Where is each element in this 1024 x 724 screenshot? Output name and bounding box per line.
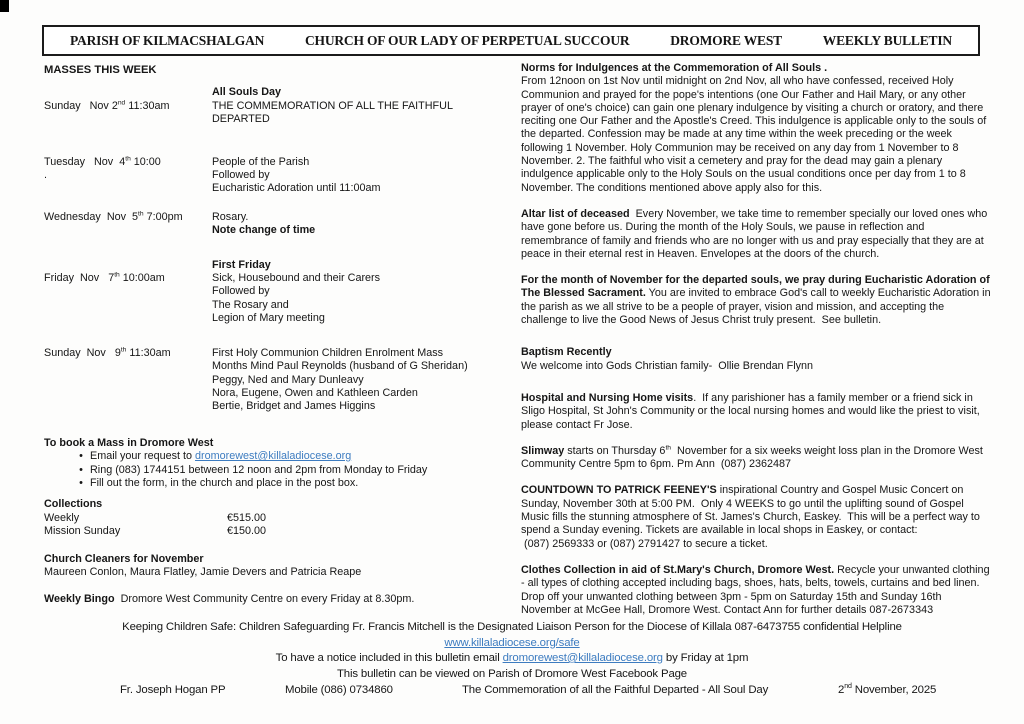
safeguarding-text: Keeping Children Safe: Children Safeguarding Fr. Francis Mitchell is the Designated Liaison Person for the Diocese of Killala 087-6473755 confidential Helpline	[122, 621, 902, 633]
masthead-item: CHURCH OF OUR LADY OF PERPETUAL SUCCOUR	[304, 32, 630, 48]
mass-description: First Holy Communion Children Enrolment Mass Months Mind Paul Reynolds (husband of G Sheridan) Peggy, Ned and Mary Dunleavy Nora, Eugene, Owen and Kathleen Carden Bertie, Bridget and James Higgins	[212, 346, 468, 413]
mass-schedule	[44, 86, 506, 413]
masthead-item: DROMORE WEST	[670, 32, 782, 48]
safeguarding-link[interactable]: www.killaladiocese.org/safe	[444, 636, 580, 649]
footer-bottom-row	[0, 683, 1024, 699]
bullet-icon: •	[79, 476, 83, 489]
footer	[0, 620, 1024, 699]
mass-datetime: Sunday Nov 2nd 11:30am	[44, 99, 170, 112]
collection-amount: €515.00	[227, 511, 267, 524]
mass-row	[44, 259, 506, 326]
masthead	[42, 25, 980, 56]
collections-section	[44, 498, 506, 538]
email-link[interactable]: dromorewest@killaladiocese.org	[195, 450, 352, 463]
patrick-feeney-concert: COUNTDOWN TO PATRICK FEENEY'S inspirational Country and Gospel Music Concert on Sunday, November 30th at 5:00 PM. Only 4 WEEKS to go until the uplifting sound of Gospel Music fills the stunning atmosphere of St. James's Church, Easkey. This will be a perfect way to spend a Sunday evening. Tickets are available in local shops in Easkey, or contact: (087) 2569333 or (087) 2791427 to secure a ticket.	[521, 484, 983, 550]
scan-artifact	[0, 0, 9, 12]
bulletin-date: 2nd November, 2025	[838, 683, 937, 696]
mass-datetime: Tuesday Nov 4th 10:00 .	[44, 155, 161, 182]
mass-datetime: Sunday Nov 9th 11:30am	[44, 346, 171, 359]
bingo-notice: Weekly Bingo Dromore West Community Centre on every Friday at 8.30pm.	[44, 593, 415, 606]
mass-description: All Souls Day THE COMMEMORATION OF ALL THE FAITHFUL DEPARTED	[212, 86, 456, 126]
collection-label: Mission Sunday	[44, 525, 121, 538]
mass-row	[44, 347, 506, 414]
masthead-item: WEEKLY BULLETIN	[822, 32, 952, 48]
book-mass-section	[44, 437, 506, 491]
clothes-collection: Clothes Collection in aid of St.Mary's Church, Dromore West. Recycle your unwanted clothing - all types of clothing accepted including bags, shoes, hats, belts, towels, curtains and bed linen. Drop off your unwanted clothing between 3pm - 5pm on Saturday 15th and Sunday 16th November at McGee Hall, Dromore West. Contact Ann for further details 087-2673343	[521, 563, 993, 616]
baptism-recently: Baptism Recently We welcome into Gods Christian family- Ollie Brendan Flynn	[521, 346, 814, 372]
cleaners-title: Church Cleaners for November	[44, 552, 204, 565]
collections-table	[44, 512, 506, 539]
mass-datetime: Friday Nov 7th 10:00am	[44, 271, 165, 285]
bullet-icon: •	[79, 463, 83, 476]
notice-instruction: To have a notice included in this bulletin email dromorewest@killaladiocese.org by Friday at 1pm	[275, 652, 749, 664]
priest-mobile: Mobile (086) 0734860	[285, 684, 393, 696]
bullet-item	[44, 450, 506, 463]
right-column	[521, 62, 993, 630]
altar-list: Altar list of deceased Every November, we take time to remember specially our loved ones who have gone before us. During the month of the Holy Souls, we pause in reflection and remembrance of family and friends who are no longer with us and pray especially that they are at peace in their eternal rest in Heaven. Envelopes at the doors of the church.	[521, 207, 991, 260]
bullet-text: Ring (083) 1744151 between 12 noon and 2pm from Monday to Friday	[90, 463, 428, 476]
mass-datetime: Wednesday Nov 5th 7:00pm	[44, 210, 183, 223]
bullet-icon: •	[79, 450, 83, 463]
masses-title: MASSES THIS WEEK	[44, 64, 157, 76]
cleaners-names: Maureen Conlon, Maura Flatley, Jamie Devers and Patricia Reape	[44, 565, 362, 578]
bullet-text: Email your request to dromorewest@killaladiocese.org	[90, 450, 352, 463]
mass-row	[44, 86, 506, 126]
eucharistic-adoration: For the month of November for the departed souls, we pray during Eucharistic Adoration of The Blessed Sacrament. You are invited to embrace God's call to weekly Eucharistic Adoration in the parish as we all strive to be a people of prayer, vision and mission, and accepting the challenge to live the Good News of Jesus Christ truly present. See bulletin.	[521, 274, 994, 327]
mass-row	[44, 156, 506, 196]
feast-title: The Commemoration of all the Faithful Departed - All Soul Day	[462, 684, 769, 696]
book-mass-options	[44, 450, 506, 490]
book-mass-title: To book a Mass in Dromore West	[44, 436, 214, 449]
bullet-item	[44, 477, 506, 490]
masthead-item: PARISH OF KILMACSHALGAN	[70, 32, 265, 48]
mass-description: Rosary. Note change of time	[212, 210, 316, 237]
collection-row	[44, 525, 506, 538]
email-link[interactable]: dromorewest@killaladiocese.org	[502, 652, 663, 664]
bullet-text: Fill out the form, in the church and place in the post box.	[90, 476, 359, 489]
priest-name: Fr. Joseph Hogan PP	[120, 684, 226, 696]
collection-row	[44, 512, 506, 525]
facebook-text: This bulletin can be viewed on Parish of Dromore West Facebook Page	[337, 667, 687, 680]
hospital-visits: Hospital and Nursing Home visits. If any parishioner has a family member or a friend sick in Sligo Hospital, St John's Community or the local nursing homes and would like the priest to visit, please contact Fr Jose.	[521, 391, 983, 431]
norms-indulgences: Norms for Indulgences at the Commemoration of All Souls . From 12noon on 1st Nov until midnight on 2nd Nov, all who have confessed, received Holy Communion and prayed for the pope's intentions (one Our Father and Hail Mary, or any other prayer of one's choice) can gain one plenary indulgence by visiting a church or oratory, and there reciting one Our Father and the Apostle's Creed. This indulgence is applicable only to the souls of the departed. Confession may be made at any time within the week preceding or the week following 1 November. Holy Communion may be received on any day from 1 November to 8 November. 2. The faithful who visit a cemetery and pray for the dead may gain a plenary indulgence applicable only to the Holy Souls on the usual conditions once per day from 1 to 8 November. The conditions mentioned above apply also for this.	[521, 62, 990, 194]
left-column	[44, 64, 506, 607]
mass-row	[44, 211, 506, 238]
slimway: Slimway starts on Thursday 6th November for a six weeks weight loss plan in the Dromore West Community Centre 5pm to 6pm. Pm Ann (087) 2362487	[521, 444, 986, 471]
bullet-item	[44, 464, 506, 477]
collection-amount: €150.00	[227, 525, 267, 538]
collection-label: Weekly	[44, 511, 80, 524]
cleaners-section	[44, 553, 506, 580]
collections-title: Collections	[44, 498, 103, 511]
mass-description: People of the Parish Followed by Eucharistic Adoration until 11:00am	[212, 155, 381, 195]
mass-description: First Friday Sick, Housebound and their Carers Followed by The Rosary and Legion of Mary meeting	[212, 258, 381, 325]
